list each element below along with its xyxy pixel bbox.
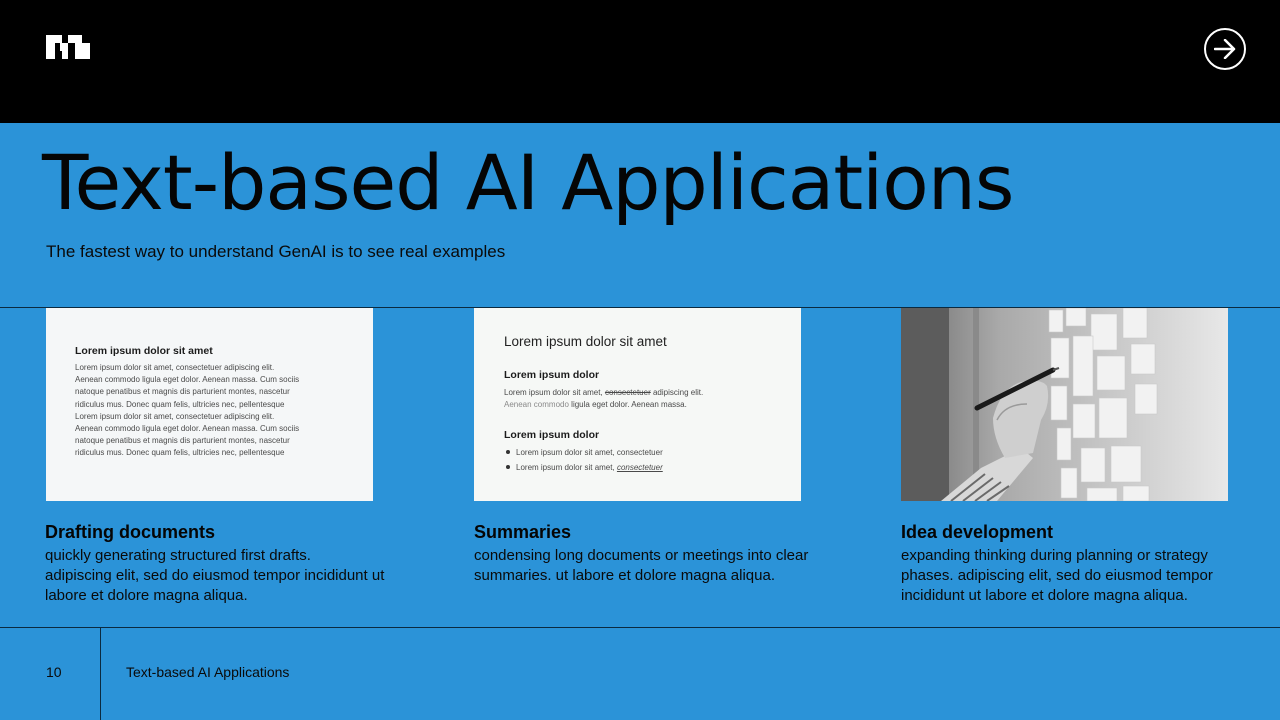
preview-line: natoque penatibus et magnis dis parturient montes, nascetur (75, 436, 290, 446)
preview-line (504, 387, 794, 399)
preview-line (504, 399, 794, 411)
summaries-preview-image (474, 308, 801, 501)
preview-text: Lorem ipsum dolor sit amet, (516, 463, 615, 472)
preview-heading: Lorem ipsum dolor sit amet (504, 334, 667, 349)
brand-logo-icon (46, 33, 90, 59)
next-slide-button[interactable] (1204, 28, 1246, 70)
divider-footer (0, 627, 1280, 628)
page-subtitle: The fastest way to understand GenAI is to see real examples (46, 242, 506, 261)
preview-strikethrough-text: consectetuer (604, 388, 651, 397)
preview-bullet (504, 462, 794, 474)
top-bar (0, 0, 1280, 123)
preview-faded-text: Aenean commodo (504, 400, 569, 409)
preview-line: Aenean commodo ligula eget dolor. Aenean massa. Cum sociis (75, 424, 300, 434)
bullet-icon (506, 465, 510, 469)
card-description-drafting: quickly generating structured first drafts. adipiscing elit, sed do eiusmod tempor incididunt ut labore et dolore magna aliqua. (45, 547, 385, 604)
card-description-idea-development: expanding thinking during planning or strategy phases. adipiscing elit, sed do eiusmod tempor incididunt ut labore et dolore magna aliqua. (901, 547, 1213, 604)
sticky-notes-photo-illustration (901, 308, 1228, 501)
preview-text: Lorem ipsum dolor sit amet, (504, 388, 603, 397)
preview-line: natoque penatibus et magnis dis parturient montes, nascetur (75, 387, 290, 397)
preview-line: Lorem ipsum dolor sit amet, consectetuer adipiscing elit. (75, 363, 275, 372)
arrow-right-icon (1214, 39, 1236, 59)
preview-line: Aenean commodo ligula eget dolor. Aenean massa. Cum sociis (75, 375, 300, 385)
card-title-drafting: Drafting documents (45, 522, 216, 542)
preview-text: Lorem ipsum dolor sit amet, consectetuer (516, 448, 663, 457)
drafting-preview-image (46, 308, 373, 501)
page-number: 10 (46, 664, 62, 680)
footer-title: Text-based AI Applications (126, 664, 290, 680)
preview-heading: Lorem ipsum dolor sit amet (75, 345, 213, 357)
card-title-idea-development: Idea development (901, 522, 1054, 542)
preview-subheading: Lorem ipsum dolor (504, 429, 600, 441)
idea-development-photo (901, 308, 1228, 501)
preview-italic-text: consectetuer (616, 463, 663, 472)
page-title: Text-based AI Applications (42, 138, 1014, 227)
preview-text: adipiscing elit. (652, 388, 704, 397)
preview-bullet (504, 447, 794, 459)
preview-text: ligula eget dolor. Aenean massa. (571, 400, 687, 409)
card-title-summaries: Summaries (474, 522, 572, 542)
card-description-summaries: condensing long documents or meetings into clear summaries. ut labore et dolore magna aliqua. (474, 547, 809, 584)
preview-line: Lorem ipsum dolor sit amet, consectetuer adipiscing elit. (75, 411, 275, 421)
preview-line: ridiculus mus. Donec quam felis, ultricies nec, pellentesque (75, 399, 285, 409)
footer-separator (100, 628, 101, 720)
preview-subheading: Lorem ipsum dolor (504, 369, 600, 381)
bullet-icon (506, 450, 510, 454)
preview-line: ridiculus mus. Donec quam felis, ultricies nec, pellentesque (75, 448, 285, 458)
